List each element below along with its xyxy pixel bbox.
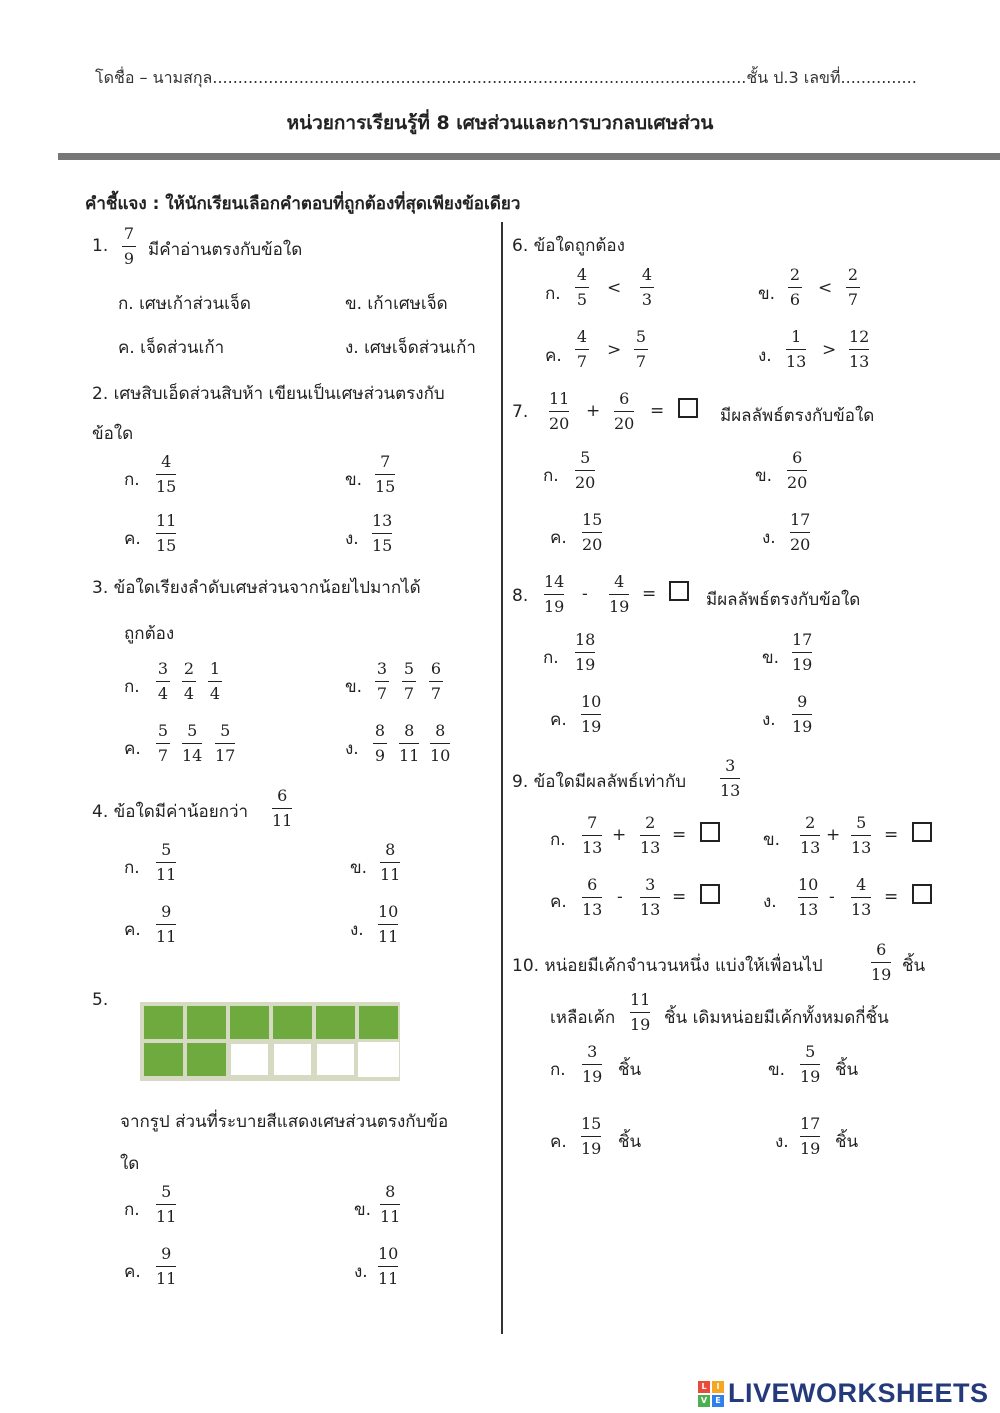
q10-unit-c: ชิ้น (618, 1132, 642, 1152)
q10-fraction-given: 6 19 (871, 940, 892, 985)
q10-unit-b: ชิ้น (835, 1060, 859, 1080)
q8-label-c: ค. (550, 710, 567, 730)
q8-left: 14 19 (544, 572, 565, 617)
q8-equals: = (642, 584, 657, 604)
q3-c-fraction-1: 5 7 (157, 721, 169, 766)
q6-a-operator: < (607, 278, 622, 298)
q9-d-equals: = (884, 887, 899, 907)
name-line: โดชื่อ – นามสกุล.........................................................................................................ชั้น ป.3 เลขที่............... (95, 68, 917, 87)
q10-text-line1: 10. หน่อยมีเค้กจำนวนหนึ่ง แบ่งให้เพื่อนไป (512, 956, 823, 976)
q6-c-left: 4 7 (576, 327, 588, 372)
q2-option-b[interactable]: 7 15 (375, 452, 396, 497)
unit-title: หน่วยการเรียนรู้ที่ 8 เศษส่วนและการบวกลบเศษส่วน (286, 112, 714, 134)
q7-option-b[interactable]: 6 20 (787, 448, 808, 493)
grid-cell-shaded (186, 1005, 227, 1040)
q3-a-fraction-1: 3 4 (157, 659, 169, 704)
q10-label-a: ก. (550, 1060, 566, 1080)
q8-label-b: ข. (762, 648, 780, 668)
q10-fraction-left: 11 19 (630, 990, 651, 1035)
q7-operator: + (586, 401, 601, 421)
q9-label-a: ก. (550, 830, 566, 850)
q7-label-a: ก. (543, 466, 559, 486)
q1-option-d[interactable]: ง. เศษเจ็ดส่วนเก้า (345, 338, 476, 358)
q5-label-a: ก. (124, 1200, 140, 1220)
q5-fraction-grid (140, 1002, 400, 1081)
liveworksheets-mark-icon (698, 1381, 724, 1407)
q5-option-a[interactable]: 5 11 (156, 1182, 177, 1227)
instruction: คำชี้แจง : ให้นักเรียนเลือกคำตอบที่ถูกต้องที่สุดเพียงข้อเดียว (85, 194, 521, 214)
q3-c-fraction-3: 5 17 (215, 721, 236, 766)
q10-text-line2b: ชิ้น เดิมหน่อยมีเค้กทั้งหมดกี่ชิ้น (664, 1008, 889, 1028)
q9-d-answer-box[interactable] (912, 884, 932, 904)
grid-cell-shaded (143, 1005, 184, 1040)
q7-label-b: ข. (755, 466, 773, 486)
q9-d-left: 10 13 (798, 875, 819, 920)
q7-label-d: ง. (762, 528, 776, 548)
q3-text-line1: 3. ข้อใดเรียงลำดับเศษส่วนจากน้อยไปมากได้ (92, 578, 421, 598)
q9-label-d: ง. (763, 892, 777, 912)
q6-b-left: 2 6 (789, 265, 801, 310)
q3-b-fraction-3: 6 7 (430, 659, 442, 704)
q3-label-c: ค. (124, 739, 141, 759)
q8-option-c[interactable]: 10 19 (581, 692, 602, 737)
q10-option-b[interactable]: 5 19 (800, 1042, 821, 1087)
q4-option-a[interactable]: 5 11 (156, 840, 177, 885)
q9-text: 9. ข้อใดมีผลลัพธ์เท่ากับ (512, 772, 687, 792)
q2-label-a: ก. (124, 470, 140, 490)
grid-cell-shaded (143, 1042, 184, 1077)
q9-c-operator: - (617, 887, 623, 907)
q5-label-b: ข. (354, 1200, 372, 1220)
q3-c-fraction-2: 5 14 (182, 721, 203, 766)
q3-a-fraction-2: 2 4 (183, 659, 195, 704)
q1-number: 1. (92, 236, 109, 256)
q5-text-line1: จากรูป ส่วนที่ระบายสีแสดงเศษส่วนตรงกับข้อ (120, 1112, 449, 1132)
q5-option-c[interactable]: 9 11 (156, 1244, 177, 1289)
q10-unit-d: ชิ้น (835, 1132, 859, 1152)
q9-b-left: 2 13 (800, 813, 821, 858)
q4-option-c[interactable]: 9 11 (156, 902, 177, 947)
logo-mark-l: L (698, 1381, 710, 1393)
q9-c-equals: = (672, 887, 687, 907)
q8-operator: - (582, 584, 588, 604)
q2-text-line1: 2. เศษสิบเอ็ดส่วนสิบห้า เขียนเป็นเศษส่วนตรงกับ (92, 384, 445, 404)
q3-d-fraction-2: 8 11 (399, 721, 420, 766)
q3-label-a: ก. (124, 677, 140, 697)
q5-label-d: ง. (354, 1262, 368, 1282)
q9-a-answer-box[interactable] (700, 822, 720, 842)
q5-number: 5. (92, 990, 109, 1010)
q2-text-line2: ข้อใด (92, 424, 134, 444)
q7-option-d[interactable]: 17 20 (790, 510, 811, 555)
grid-cell-empty (315, 1042, 356, 1077)
q9-label-c: ค. (550, 892, 567, 912)
q9-b-right: 5 13 (851, 813, 872, 858)
q7-right: 6 20 (614, 389, 635, 434)
q4-label-b: ข. (350, 858, 368, 878)
logo-mark-e: E (712, 1395, 724, 1407)
q8-label-d: ง. (762, 710, 776, 730)
q4-option-d[interactable]: 10 11 (378, 902, 399, 947)
logo-mark-i: I (712, 1381, 724, 1393)
q10-label-c: ค. (550, 1132, 567, 1152)
q8-option-d[interactable]: 9 19 (792, 692, 813, 737)
q8-answer-box[interactable] (669, 581, 689, 601)
q10-unit-a: ชิ้น (618, 1060, 642, 1080)
q9-a-operator: + (612, 825, 627, 845)
q6-c-operator: > (607, 340, 622, 360)
grid-cell-shaded (229, 1005, 270, 1040)
q8-option-a[interactable]: 18 19 (575, 630, 596, 675)
q6-c-right: 5 7 (635, 327, 647, 372)
q8-label-a: ก. (543, 648, 559, 668)
q6-a-right: 4 3 (641, 265, 653, 310)
q9-target-fraction: 3 13 (720, 756, 741, 801)
grid-cell-empty (229, 1042, 270, 1077)
q6-a-left: 4 5 (576, 265, 588, 310)
q7-text: มีผลลัพธ์ตรงกับข้อใด (720, 406, 875, 426)
q6-d-right: 12 13 (849, 327, 870, 372)
q2-label-d: ง. (345, 529, 359, 549)
q1-text: มีคำอ่านตรงกับข้อใด (148, 240, 303, 260)
q4-label-c: ค. (124, 920, 141, 940)
q6-b-operator: < (818, 278, 833, 298)
grid-cell-shaded (186, 1042, 227, 1077)
q10-option-d[interactable]: 17 19 (800, 1114, 821, 1159)
q2-option-c[interactable]: 11 15 (156, 511, 177, 556)
q9-a-right: 2 13 (640, 813, 661, 858)
q7-left: 11 20 (549, 389, 570, 434)
liveworksheets-wordmark: LIVEWORKSHEETS (728, 1378, 989, 1408)
q3-label-b: ข. (345, 677, 363, 697)
q1-fraction: 7 9 (123, 224, 135, 269)
liveworksheets-logo (698, 1378, 989, 1409)
q7-number: 7. (512, 402, 529, 422)
q5-label-c: ค. (124, 1262, 141, 1282)
q8-text: มีผลลัพธ์ตรงกับข้อใด (706, 590, 861, 610)
q10-label-d: ง. (775, 1132, 789, 1152)
q7-option-a[interactable]: 5 20 (575, 448, 596, 493)
q10-unit-1: ชิ้น (902, 956, 926, 976)
q6-label-c: ค. (545, 346, 562, 366)
q6-label-a: ก. (545, 284, 561, 304)
header-rule (58, 153, 1000, 160)
q6-b-right: 2 7 (847, 265, 859, 310)
q6-text: 6. ข้อใดถูกต้อง (512, 236, 625, 256)
q5-option-b[interactable]: 8 11 (380, 1182, 401, 1227)
q9-d-right: 4 13 (851, 875, 872, 920)
q10-text-line2a: เหลือเค้ก (550, 1008, 616, 1028)
q2-label-c: ค. (124, 529, 141, 549)
q4-label-a: ก. (124, 858, 140, 878)
q7-equals: = (650, 401, 665, 421)
q9-d-operator: - (829, 887, 835, 907)
q6-d-operator: > (822, 340, 837, 360)
q6-label-d: ง. (758, 346, 772, 366)
q3-d-fraction-1: 8 9 (374, 721, 386, 766)
q3-b-fraction-2: 5 7 (403, 659, 415, 704)
q4-option-b[interactable]: 8 11 (380, 840, 401, 885)
q9-b-answer-box[interactable] (912, 822, 932, 842)
q3-label-d: ง. (345, 739, 359, 759)
q3-a-fraction-3: 1 4 (209, 659, 221, 704)
column-divider (501, 222, 503, 1334)
q8-right: 4 19 (609, 572, 630, 617)
q9-b-operator: + (826, 825, 841, 845)
q10-option-a[interactable]: 3 19 (582, 1042, 603, 1087)
q1-option-a[interactable]: ก. เศษเก้าส่วนเจ็ด (118, 294, 251, 314)
grid-cell-shaded (315, 1005, 356, 1040)
q10-option-c[interactable]: 15 19 (581, 1114, 602, 1159)
grid-cell-empty (272, 1042, 313, 1077)
q8-option-b[interactable]: 17 19 (792, 630, 813, 675)
q9-label-b: ข. (763, 830, 781, 850)
q2-label-b: ข. (345, 470, 363, 490)
q4-label-d: ง. (350, 920, 364, 940)
q7-option-c[interactable]: 15 20 (582, 510, 603, 555)
logo-mark-v: V (698, 1395, 710, 1407)
q5-text-line2: ใด (120, 1154, 140, 1174)
q9-a-equals: = (672, 825, 687, 845)
q2-option-a[interactable]: 4 15 (156, 452, 177, 497)
q4-text: 4. ข้อใดมีค่าน้อยกว่า (92, 802, 249, 822)
q6-d-left: 1 13 (786, 327, 807, 372)
q6-label-b: ข. (758, 284, 776, 304)
q10-label-b: ข. (768, 1060, 786, 1080)
q3-text-line2: ถูกต้อง (124, 624, 175, 644)
q9-b-equals: = (884, 825, 899, 845)
q9-a-left: 7 13 (582, 813, 603, 858)
q4-fraction: 6 11 (272, 786, 293, 831)
q9-c-right: 3 13 (640, 875, 661, 920)
grid-cell-shaded (358, 1005, 399, 1040)
grid-cell-blank (358, 1042, 399, 1077)
q3-b-fraction-1: 3 7 (376, 659, 388, 704)
q7-label-c: ค. (550, 528, 567, 548)
q8-number: 8. (512, 586, 529, 606)
q2-option-d[interactable]: 13 15 (372, 511, 393, 556)
q7-answer-box[interactable] (678, 398, 698, 418)
q3-d-fraction-3: 8 10 (430, 721, 451, 766)
q9-c-answer-box[interactable] (700, 884, 720, 904)
q9-c-left: 6 13 (582, 875, 603, 920)
q1-option-c[interactable]: ค. เจ็ดส่วนเก้า (118, 338, 225, 358)
q5-option-d[interactable]: 10 11 (378, 1244, 399, 1289)
q1-option-b[interactable]: ข. เก้าเศษเจ็ด (345, 294, 448, 314)
grid-cell-shaded (272, 1005, 313, 1040)
